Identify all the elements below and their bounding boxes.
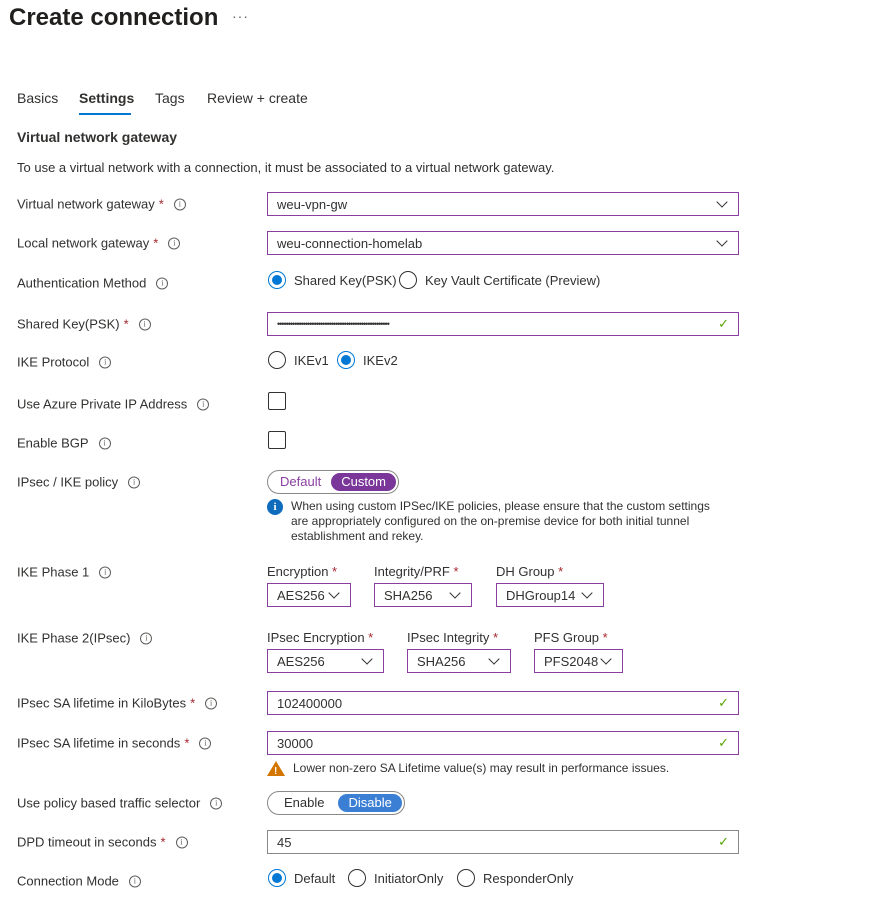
dpd-label — [17, 835, 188, 850]
required-marker: * — [190, 695, 196, 711]
radio-unselected[interactable] — [399, 271, 417, 289]
phase1-label — [17, 565, 111, 580]
dropdown-value: AES256 — [277, 653, 325, 669]
section-heading: Virtual network gateway — [17, 129, 178, 145]
required-marker: * — [493, 630, 499, 645]
bgp-label — [17, 436, 111, 451]
more-options-button[interactable]: ··· — [232, 8, 249, 24]
info-icon[interactable]: i — [174, 198, 186, 210]
label-text: Shared Key(PSK) — [17, 316, 120, 332]
phase2-integrity — [407, 630, 511, 673]
label-text: DH Group — [496, 564, 555, 579]
field-label — [534, 630, 623, 645]
label-text: Local network gateway — [17, 235, 150, 251]
label-text: Use policy based traffic selector — [17, 795, 201, 811]
active-tab-indicator — [79, 113, 131, 115]
info-icon[interactable]: i — [197, 398, 209, 410]
info-icon[interactable]: i — [176, 836, 188, 848]
selector-label — [17, 796, 222, 811]
dropdown-value: DHGroup14 — [506, 587, 576, 603]
radio-label: IKEv2 — [363, 352, 398, 368]
label-text: Use Azure Private IP Address — [17, 396, 188, 412]
info-icon[interactable]: i — [99, 437, 111, 449]
info-icon[interactable]: i — [99, 566, 111, 578]
info-icon[interactable]: i — [156, 277, 168, 289]
tab-tags[interactable]: Tags — [155, 90, 185, 106]
check-icon: ✓ — [718, 695, 729, 710]
label-text: IPsec / IKE policy — [17, 474, 119, 490]
label-text: Enable BGP — [17, 435, 89, 451]
required-marker: * — [332, 564, 338, 579]
field-label — [496, 564, 604, 579]
label-text: IPsec Encryption — [267, 630, 365, 645]
ike-radio-v1[interactable] — [268, 351, 329, 369]
mode-label — [17, 874, 141, 889]
toggle-custom[interactable]: Custom — [331, 473, 396, 491]
integrity-dropdown[interactable] — [374, 583, 472, 607]
toggle-disable[interactable]: Disable — [338, 794, 401, 812]
mode-radio-initiator[interactable] — [348, 869, 443, 887]
input-value: 45 — [277, 834, 292, 850]
radio-label: IKEv1 — [294, 352, 329, 368]
dropdown-value: weu-connection-homelab — [277, 235, 423, 251]
phase2-label — [17, 631, 152, 646]
label-text: Authentication Method — [17, 275, 147, 291]
label-text: Connection Mode — [17, 873, 119, 889]
field-label — [267, 564, 351, 579]
field-label — [407, 630, 511, 645]
warning-glyph: ! — [274, 766, 278, 777]
mode-radio-responder[interactable] — [457, 869, 573, 887]
radio-label: ResponderOnly — [483, 870, 574, 886]
private-ip-label — [17, 397, 209, 412]
dropdown-value: weu-vpn-gw — [277, 196, 348, 212]
radio-label: Default — [294, 870, 336, 886]
radio-selected[interactable] — [268, 271, 286, 289]
dropdown-value: PFS2048 — [544, 653, 599, 669]
private-ip-checkbox[interactable] — [268, 392, 286, 410]
lng-label — [17, 236, 180, 251]
label-text: Integrity/PRF — [374, 564, 450, 579]
ipsec-encryption-dropdown[interactable] — [267, 649, 384, 673]
label-text: Encryption — [267, 564, 329, 579]
chevron-down-icon — [716, 196, 727, 207]
required-marker: * — [153, 235, 159, 251]
input-value: 102400000 — [277, 695, 343, 711]
radio-unselected[interactable] — [348, 869, 366, 887]
lng-dropdown[interactable] — [267, 231, 739, 255]
info-icon: i — [267, 499, 283, 515]
field-label — [374, 564, 472, 579]
selector-toggle[interactable] — [267, 791, 405, 815]
chevron-down-icon — [716, 235, 727, 246]
required-marker: * — [158, 196, 164, 212]
label-text: IKE Phase 1 — [17, 564, 90, 580]
policy-label — [17, 475, 140, 490]
encryption-dropdown[interactable] — [267, 583, 351, 607]
phase1-integrity — [374, 564, 472, 607]
dropdown-value: AES256 — [277, 587, 325, 603]
label-text: IKE Phase 2(IPsec) — [17, 630, 131, 646]
tab-settings[interactable]: Settings — [79, 90, 135, 106]
radio-selected[interactable] — [337, 351, 355, 369]
info-icon[interactable]: i — [139, 318, 151, 330]
ipsec-integrity-dropdown[interactable] — [407, 649, 511, 673]
sa-kb-input[interactable] — [267, 691, 739, 715]
vng-label — [17, 197, 186, 212]
psk-label — [17, 317, 151, 332]
auth-label — [17, 276, 168, 291]
phase2-encryption — [267, 630, 384, 673]
psk-input[interactable] — [267, 312, 739, 336]
auth-radio-psk[interactable] — [268, 271, 397, 289]
phase2-pfsgroup — [534, 630, 623, 673]
required-marker: * — [558, 564, 564, 579]
check-icon: ✓ — [718, 316, 729, 331]
tab-basics[interactable]: Basics — [17, 90, 59, 106]
radio-unselected[interactable] — [268, 351, 286, 369]
page-title: Create connection — [9, 4, 219, 31]
label-text: IPsec SA lifetime in seconds — [17, 735, 181, 751]
chevron-down-icon — [361, 653, 372, 664]
label-text: IPsec Integrity — [407, 630, 490, 645]
radio-label: Shared Key(PSK) — [294, 272, 397, 288]
info-icon[interactable]: i — [128, 476, 140, 488]
label-text: PFS Group — [534, 630, 600, 645]
chevron-down-icon — [449, 587, 460, 598]
masked-value: •••••••••••••••••••••••••••••••••••••••••••••••••••• — [277, 319, 389, 329]
radio-label: Key Vault Certificate (Preview) — [425, 272, 601, 288]
note-text: When using custom IPSec/IKE policies, please ensure that the custom settings are appropriately configured on the on-premise device for both initial tunnel establishment and rekey. — [291, 499, 710, 543]
bgp-checkbox[interactable] — [268, 431, 286, 449]
info-icon[interactable]: i — [140, 632, 152, 644]
tab-review-create[interactable]: Review + create — [207, 90, 308, 106]
policy-info-note — [267, 499, 717, 544]
sa-sec-label — [17, 736, 211, 751]
required-marker: * — [602, 630, 608, 645]
toggle-enable[interactable]: Enable — [284, 795, 325, 810]
label-text: IPsec SA lifetime in KiloBytes — [17, 695, 187, 711]
field-label — [267, 630, 384, 645]
check-icon: ✓ — [718, 735, 729, 750]
label-text: IKE Protocol — [17, 354, 90, 370]
radio-unselected[interactable] — [457, 869, 475, 887]
sa-warning — [267, 761, 669, 776]
ike-label — [17, 355, 111, 370]
required-marker: * — [453, 564, 459, 579]
info-icon[interactable]: i — [168, 237, 180, 249]
required-marker: * — [160, 834, 166, 850]
sa-kb-label — [17, 696, 217, 711]
label-text: Virtual network gateway — [17, 196, 155, 212]
phase1-encryption — [267, 564, 351, 607]
required-marker: * — [123, 316, 129, 332]
warning-text: Lower non-zero SA Lifetime value(s) may result in performance issues. — [293, 761, 670, 775]
warning-icon — [267, 761, 285, 776]
dhgroup-dropdown[interactable] — [496, 583, 604, 607]
dropdown-value: SHA256 — [384, 587, 433, 603]
info-icon[interactable]: i — [129, 875, 141, 887]
mode-radio-default[interactable] — [268, 869, 335, 887]
chevron-down-icon — [328, 587, 339, 598]
chevron-down-icon — [488, 653, 499, 664]
chevron-down-icon — [581, 587, 592, 598]
sa-sec-input[interactable] — [267, 731, 739, 755]
toggle-default[interactable]: Default — [280, 474, 322, 489]
info-icon[interactable]: i — [210, 797, 222, 809]
info-icon[interactable]: i — [199, 737, 211, 749]
phase1-dhgroup — [496, 564, 604, 607]
info-icon[interactable]: i — [205, 697, 217, 709]
radio-label: InitiatorOnly — [374, 870, 444, 886]
chevron-down-icon — [600, 653, 611, 664]
radio-selected[interactable] — [268, 869, 286, 887]
info-icon[interactable]: i — [99, 356, 111, 368]
check-icon: ✓ — [718, 834, 729, 849]
required-marker: * — [368, 630, 374, 645]
dpd-input[interactable] — [267, 830, 739, 854]
vng-dropdown[interactable] — [267, 192, 739, 216]
section-description: To use a virtual network with a connection, it must be associated to a virtual network gateway. — [17, 160, 555, 175]
policy-toggle[interactable] — [267, 470, 399, 494]
dropdown-value: SHA256 — [417, 653, 466, 669]
input-value: 30000 — [277, 735, 314, 751]
auth-radio-keyvault[interactable] — [399, 271, 600, 289]
pfsgroup-dropdown[interactable] — [534, 649, 623, 673]
required-marker: * — [184, 735, 190, 751]
ike-radio-v2[interactable] — [337, 351, 398, 369]
label-text: DPD timeout in seconds — [17, 834, 157, 850]
